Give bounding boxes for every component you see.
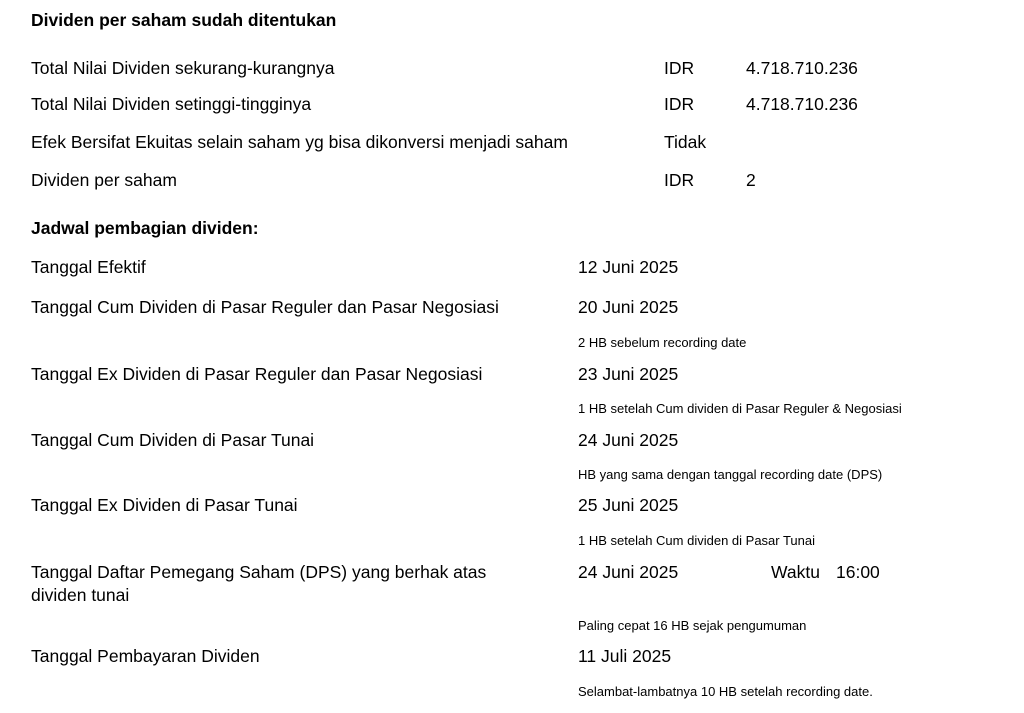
ex-dividend-regular-label: Tanggal Ex Dividen di Pasar Reguler dan Pasar Negosiasi bbox=[31, 364, 483, 384]
cum-dividend-cash-label: Tanggal Cum Dividen di Pasar Tunai bbox=[31, 430, 315, 450]
dividend-per-share-currency: IDR bbox=[664, 170, 695, 190]
recording-date-note: Paling cepat 16 HB sejak pengumuman bbox=[578, 618, 807, 633]
schedule-section-title: Jadwal pembagian dividen: bbox=[31, 218, 259, 238]
payment-date-note: Selambat-lambatnya 10 HB setelah recording date. bbox=[578, 684, 873, 699]
total-min-dividend-currency: IDR bbox=[664, 58, 695, 78]
cum-dividend-regular-label: Tanggal Cum Dividen di Pasar Reguler dan Pasar Negosiasi bbox=[31, 297, 499, 317]
total-max-dividend-label: Total Nilai Dividen setinggi-tingginya bbox=[31, 94, 312, 114]
recording-date-label-line1: Tanggal Daftar Pemegang Saham (DPS) yang berhak atas bbox=[31, 562, 487, 582]
ex-dividend-cash-note: 1 HB setelah Cum dividen di Pasar Tunai bbox=[578, 533, 816, 548]
dividend-per-share-value: 2 bbox=[746, 170, 756, 190]
total-max-dividend-currency: IDR bbox=[664, 94, 695, 114]
effective-date-value: 12 Juni 2025 bbox=[578, 257, 679, 277]
dividend-per-share-label: Dividen per saham bbox=[31, 170, 177, 190]
payment-date-value: 11 Juli 2025 bbox=[578, 646, 672, 666]
ex-dividend-regular-note: 1 HB setelah Cum dividen di Pasar Reguler & Negosiasi bbox=[578, 401, 902, 416]
ex-dividend-cash-label: Tanggal Ex Dividen di Pasar Tunai bbox=[31, 495, 298, 515]
convertible-equity-value: Tidak bbox=[664, 132, 707, 152]
ex-dividend-cash-date: 25 Juni 2025 bbox=[578, 495, 679, 515]
cum-dividend-cash-date: 24 Juni 2025 bbox=[578, 430, 679, 450]
payment-date-label: Tanggal Pembayaran Dividen bbox=[31, 646, 260, 666]
recording-time-value: 16:00 bbox=[836, 562, 880, 582]
convertible-equity-label: Efek Bersifat Ekuitas selain saham yg bisa dikonversi menjadi saham bbox=[31, 132, 568, 152]
effective-date-label: Tanggal Efektif bbox=[31, 257, 146, 277]
cum-dividend-cash-note: HB yang sama dengan tanggal recording date (DPS) bbox=[578, 467, 883, 482]
recording-date-value: 24 Juni 2025 bbox=[578, 562, 679, 582]
cum-dividend-regular-note: 2 HB sebelum recording date bbox=[578, 335, 747, 350]
total-max-dividend-value: 4.718.710.236 bbox=[746, 94, 858, 114]
recording-time-label: Waktu bbox=[771, 562, 820, 582]
cum-dividend-regular-date: 20 Juni 2025 bbox=[578, 297, 679, 317]
dividend-section-title: Dividen per saham sudah ditentukan bbox=[31, 10, 337, 30]
ex-dividend-regular-date: 23 Juni 2025 bbox=[578, 364, 679, 384]
total-min-dividend-value: 4.718.710.236 bbox=[746, 58, 858, 78]
total-min-dividend-label: Total Nilai Dividen sekurang-kurangnya bbox=[31, 58, 335, 78]
recording-date-label-line2: dividen tunai bbox=[31, 585, 130, 605]
